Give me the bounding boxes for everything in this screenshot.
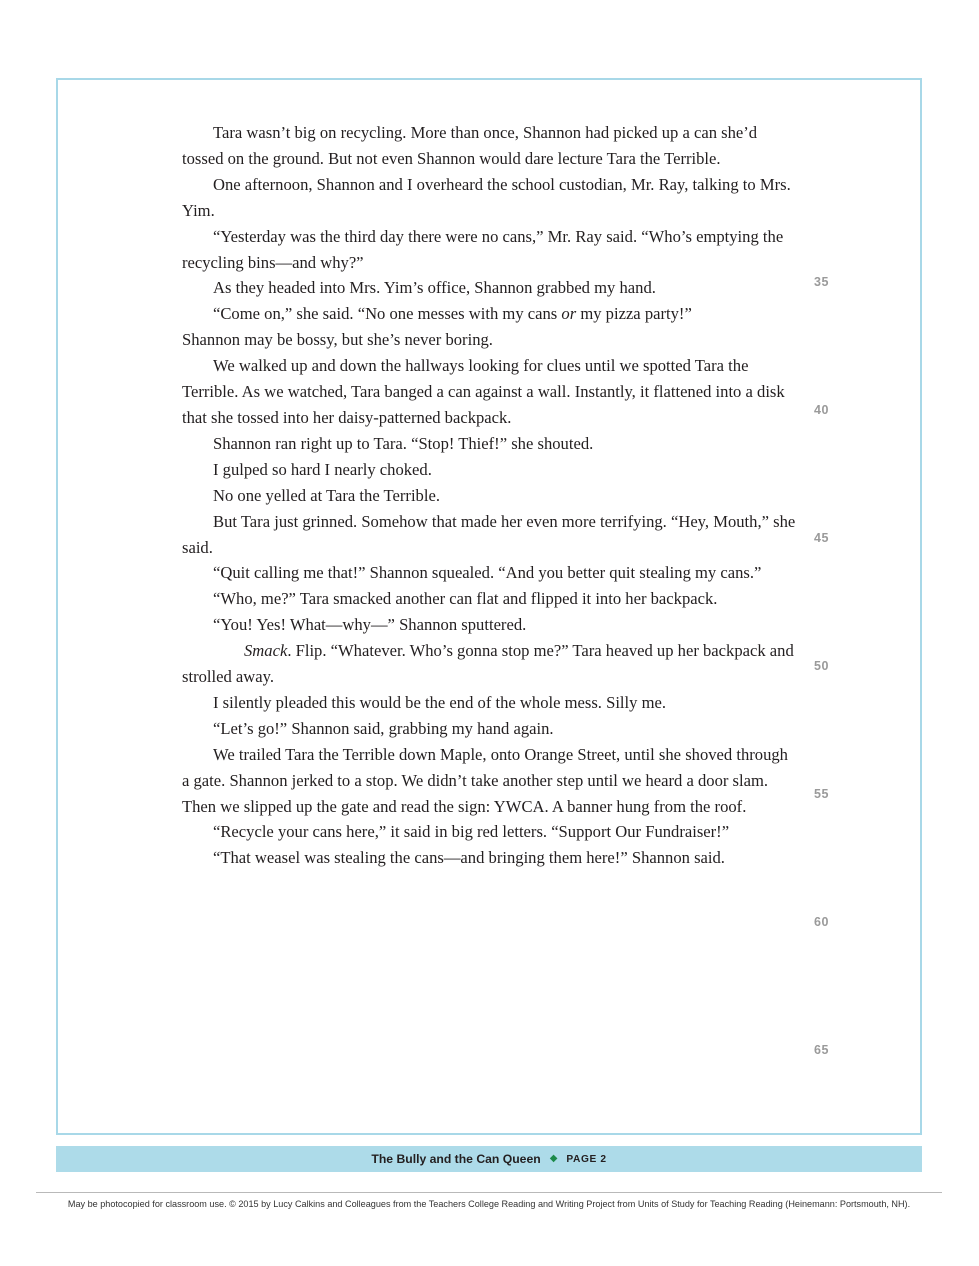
- paragraph: I silently pleaded this would be the end of the whole mess. Silly me.: [213, 692, 667, 712]
- line-number: 45: [814, 531, 829, 545]
- paragraph: One afternoon, Shannon and I overheard the school custodian, Mr. Ray, talking to Mrs. Yim.: [182, 174, 791, 220]
- paragraph: “Recycle your cans here,” it said in big red letters. “Support Our Fundraiser!”: [213, 822, 730, 842]
- paragraph: “That weasel was stealing the cans—and bringing them here!” Shannon said.: [213, 848, 725, 868]
- reading-passage-box: [56, 78, 922, 1135]
- paragraph: As they headed into Mrs. Yim’s office, Shannon grabbed my hand.: [213, 278, 656, 298]
- paragraph: “You! Yes! What—why—” Shannon sputtered.: [213, 615, 527, 635]
- line-number: 50: [814, 659, 829, 673]
- paragraph: “Let’s go!” Shannon said, grabbing my hand again.: [213, 718, 554, 738]
- line-number: 60: [814, 915, 829, 929]
- line-number: 40: [814, 403, 829, 417]
- paragraph: Tara wasn’t big on recycling. More than once, Shannon had picked up a can she’d tossed on the ground. But not even Shannon would dare lecture Tara the Terrible.: [182, 123, 758, 168]
- paragraph: [182, 638, 797, 690]
- paragraph: Shannon ran right up to Tara. “Stop! Thief!” she shouted.: [213, 433, 594, 453]
- paragraph: [182, 301, 797, 327]
- paragraph: We walked up and down the hallways looking for clues until we spotted Tara the Terrible. As we watched, Tara banged a can against a wall. Instantly, it flattened into a disk that she tossed into her daisy-patterned backpack.: [182, 356, 785, 427]
- paragraph: “Yesterday was the third day there were no cans,” Mr. Ray said. “Who’s emptying the recycling bins—and why?”: [182, 226, 784, 272]
- footer-bar-content: [56, 1146, 922, 1172]
- footer-story-title: The Bully and the Can Queen: [371, 1152, 541, 1166]
- line-number: 65: [814, 1043, 829, 1057]
- paragraph: “Who, me?” Tara smacked another can flat and flipped it into her backpack.: [213, 589, 718, 609]
- paragraph: Shannon may be bossy, but she’s never boring.: [182, 330, 493, 350]
- footer-page-label: PAGE 2: [566, 1153, 607, 1165]
- emphasis-smack: Smack: [244, 641, 288, 661]
- paragraph-text-after: my pizza party!”: [576, 304, 692, 324]
- diamond-icon: ◆: [549, 1153, 558, 1164]
- paragraph-text: “Come on,” she said. “No one messes with my cans: [213, 304, 562, 324]
- divider-rule: [36, 1192, 942, 1193]
- paragraph: But Tara just grinned. Somehow that made her even more terrifying. “Hey, Mouth,” she said.: [182, 511, 796, 557]
- copyright-credit: May be photocopied for classroom use. © 2015 by Lucy Calkins and Colleagues from the Teachers College Reading and Writing Project from Units of Study for Teaching Reading (Heinemann: Portsmouth, NH).: [67, 1199, 911, 1209]
- paragraph: No one yelled at Tara the Terrible.: [213, 485, 440, 505]
- emphasis-or: or: [561, 304, 577, 324]
- line-number: 55: [814, 787, 829, 801]
- footer-bar: [56, 1146, 922, 1172]
- paragraph: “Quit calling me that!” Shannon squealed. “And you better quit stealing my cans.”: [213, 563, 762, 583]
- paragraph: I gulped so hard I nearly choked.: [213, 459, 432, 479]
- paragraph: We trailed Tara the Terrible down Maple, onto Orange Street, until she shoved through a gate. Shannon jerked to a stop. We didn’t take another step until we heard a door slam. Then we slipped up the gate and read the sign: YWCA. A banner hung from the roof.: [182, 744, 788, 816]
- passage-text-column: [182, 120, 797, 871]
- paragraph-text-after: . Flip. “Whatever. Who’s gonna stop me?” Tara heaved up her backpack and strolled away.: [182, 641, 794, 687]
- line-number: 35: [814, 275, 829, 289]
